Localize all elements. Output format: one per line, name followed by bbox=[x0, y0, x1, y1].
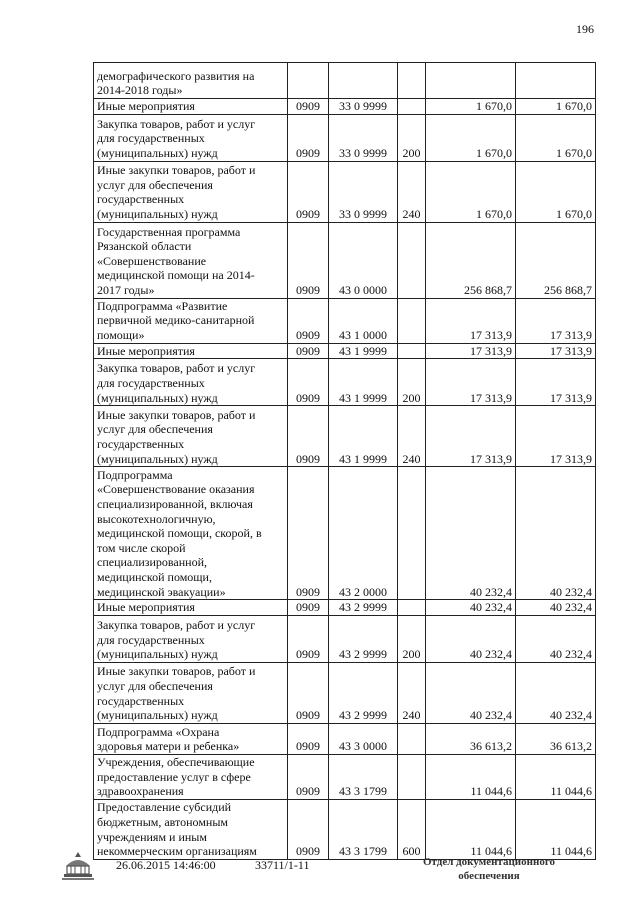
row-expense-type bbox=[398, 99, 426, 115]
row-amount-1: 36 613,2 bbox=[426, 723, 516, 754]
row-amount-1: 17 313,9 bbox=[426, 343, 516, 359]
row-amount-2: 1 670,0 bbox=[516, 114, 596, 161]
table-row bbox=[94, 343, 596, 359]
table-row bbox=[94, 615, 596, 662]
row-code: 0909 bbox=[288, 298, 329, 343]
row-expense-type bbox=[398, 343, 426, 359]
row-name: Иные закупки товаров, работ и услуг для обеспечения государственных (муниципальных) нужд bbox=[94, 161, 288, 222]
row-name: Иные закупки товаров, работ и услуг для обеспечения государственных (муниципальных) нужд bbox=[94, 406, 288, 467]
row-code: 0909 bbox=[288, 662, 329, 723]
row-name: Иные мероприятия bbox=[94, 99, 288, 115]
row-target-code: 33 0 9999 bbox=[329, 161, 398, 222]
row-amount-2: 36 613,2 bbox=[516, 723, 596, 754]
row-code: 0909 bbox=[288, 406, 329, 467]
row-amount-1: 11 044,6 bbox=[426, 799, 516, 859]
row-amount-2: 17 313,9 bbox=[516, 343, 596, 359]
table-row bbox=[94, 723, 596, 754]
budget-table bbox=[93, 62, 596, 860]
row-amount-1: 11 044,6 bbox=[426, 754, 516, 799]
row-target-code: 43 1 9999 bbox=[329, 406, 398, 467]
row-name: Учреждения, обеспечивающие предоставление услуг в сфере здравоохранения bbox=[94, 754, 288, 799]
row-amount-1: 40 232,4 bbox=[426, 615, 516, 662]
row-amount-2: 40 232,4 bbox=[516, 600, 596, 616]
row-amount-2: 17 313,9 bbox=[516, 298, 596, 343]
table-row bbox=[94, 161, 596, 222]
row-expense-type: 240 bbox=[398, 662, 426, 723]
table-row bbox=[94, 359, 596, 406]
row-amount-1: 17 313,9 bbox=[426, 406, 516, 467]
row-amount-2: 17 313,9 bbox=[516, 359, 596, 406]
row-expense-type bbox=[398, 754, 426, 799]
row-name: Иные мероприятия bbox=[94, 343, 288, 359]
table-row bbox=[94, 99, 596, 115]
table-row bbox=[94, 406, 596, 467]
row-name: Закупка товаров, работ и услуг для государственных (муниципальных) нужд bbox=[94, 615, 288, 662]
row-code: 0909 bbox=[288, 799, 329, 859]
row-target-code: 43 1 9999 bbox=[329, 359, 398, 406]
row-name: Подпрограмма «Охрана здоровья матери и ребенка» bbox=[94, 723, 288, 754]
row-expense-type: 200 bbox=[398, 615, 426, 662]
row-expense-type bbox=[398, 222, 426, 298]
row-amount-2: 40 232,4 bbox=[516, 615, 596, 662]
row-name: Закупка товаров, работ и услуг для государственных (муниципальных) нужд bbox=[94, 114, 288, 161]
table-row bbox=[94, 662, 596, 723]
row-code: 0909 bbox=[288, 99, 329, 115]
row-amount-1: 1 670,0 bbox=[426, 161, 516, 222]
row-expense-type bbox=[398, 600, 426, 616]
row-amount-1: 1 670,0 bbox=[426, 99, 516, 115]
row-code: 0909 bbox=[288, 615, 329, 662]
row-target-code: 33 0 9999 bbox=[329, 99, 398, 115]
row-target-code: 43 2 9999 bbox=[329, 600, 398, 616]
row-code: 0909 bbox=[288, 359, 329, 406]
row-code: 0909 bbox=[288, 600, 329, 616]
row-expense-type: 600 bbox=[398, 799, 426, 859]
row-amount-1 bbox=[426, 63, 516, 99]
row-target-code: 43 2 0000 bbox=[329, 467, 398, 600]
row-code bbox=[288, 63, 329, 99]
row-name: Государственная программа Рязанской области «Совершенствование медицинской помощи на 2014- 2017 годы» bbox=[94, 222, 288, 298]
row-code: 0909 bbox=[288, 723, 329, 754]
row-amount-1: 40 232,4 bbox=[426, 467, 516, 600]
row-code: 0909 bbox=[288, 222, 329, 298]
table-row bbox=[94, 600, 596, 616]
row-amount-2: 11 044,6 bbox=[516, 754, 596, 799]
row-amount-1: 40 232,4 bbox=[426, 662, 516, 723]
footer-timestamp: 26.06.2015 14:46:00 bbox=[116, 858, 216, 872]
row-amount-2: 1 670,0 bbox=[516, 99, 596, 115]
row-name: Иные мероприятия bbox=[94, 600, 288, 616]
table-row bbox=[94, 222, 596, 298]
row-amount-2: 11 044,6 bbox=[516, 799, 596, 859]
row-name: Подпрограмма «Развитие первичной медико-санитарной помощи» bbox=[94, 298, 288, 343]
row-amount-2: 256 868,7 bbox=[516, 222, 596, 298]
row-expense-type: 240 bbox=[398, 161, 426, 222]
row-amount-1: 256 868,7 bbox=[426, 222, 516, 298]
duma-logo bbox=[60, 850, 96, 882]
row-amount-2: 40 232,4 bbox=[516, 467, 596, 600]
table-row bbox=[94, 63, 596, 99]
row-target-code: 43 1 9999 bbox=[329, 343, 398, 359]
row-expense-type: 240 bbox=[398, 406, 426, 467]
row-code: 0909 bbox=[288, 343, 329, 359]
table-row bbox=[94, 467, 596, 600]
row-target-code: 43 2 9999 bbox=[329, 662, 398, 723]
row-target-code: 43 3 1799 bbox=[329, 799, 398, 859]
row-name: Иные закупки товаров, работ и услуг для обеспечения государственных (муниципальных) нужд bbox=[94, 662, 288, 723]
row-code: 0909 bbox=[288, 161, 329, 222]
row-name: демографического развития на 2014-2018 годы» bbox=[94, 63, 288, 99]
row-amount-2: 17 313,9 bbox=[516, 406, 596, 467]
row-amount-1: 17 313,9 bbox=[426, 359, 516, 406]
row-target-code: 43 0 0000 bbox=[329, 222, 398, 298]
row-code: 0909 bbox=[288, 754, 329, 799]
row-code: 0909 bbox=[288, 114, 329, 161]
row-target-code: 43 1 0000 bbox=[329, 298, 398, 343]
row-target-code: 33 0 9999 bbox=[329, 114, 398, 161]
page-number: 196 bbox=[576, 22, 594, 36]
row-target-code: 43 3 1799 bbox=[329, 754, 398, 799]
row-amount-1: 1 670,0 bbox=[426, 114, 516, 161]
table-row bbox=[94, 114, 596, 161]
row-expense-type bbox=[398, 467, 426, 600]
row-expense-type bbox=[398, 723, 426, 754]
row-target-code: 43 3 0000 bbox=[329, 723, 398, 754]
row-expense-type: 200 bbox=[398, 359, 426, 406]
row-expense-type: 200 bbox=[398, 114, 426, 161]
row-amount-2: 1 670,0 bbox=[516, 161, 596, 222]
row-amount-1: 40 232,4 bbox=[426, 600, 516, 616]
row-name: Предоставление субсидий бюджетным, автономным учреждениям и иным некоммерческим организациям bbox=[94, 799, 288, 859]
budget-table-body bbox=[94, 63, 596, 860]
row-target-code: 43 2 9999 bbox=[329, 615, 398, 662]
row-amount-2 bbox=[516, 63, 596, 99]
row-name: Закупка товаров, работ и услуг для государственных (муниципальных) нужд bbox=[94, 359, 288, 406]
row-target-code bbox=[329, 63, 398, 99]
footer-department-stamp: Отдел документационного обеспечения bbox=[422, 856, 556, 882]
row-expense-type bbox=[398, 298, 426, 343]
table-row bbox=[94, 799, 596, 859]
table-row bbox=[94, 298, 596, 343]
row-amount-1: 17 313,9 bbox=[426, 298, 516, 343]
row-name: Подпрограмма «Совершенствование оказания специализированной, включая высокотехнологичную, медицинской помощи, скорой, в том числе скорой специализированной, медицинской помощи, медицинской эвакуации» bbox=[94, 467, 288, 600]
footer-doc-number: 33711/1-11 bbox=[255, 858, 310, 872]
table-row bbox=[94, 754, 596, 799]
row-amount-2: 40 232,4 bbox=[516, 662, 596, 723]
row-code: 0909 bbox=[288, 467, 329, 600]
row-expense-type bbox=[398, 63, 426, 99]
